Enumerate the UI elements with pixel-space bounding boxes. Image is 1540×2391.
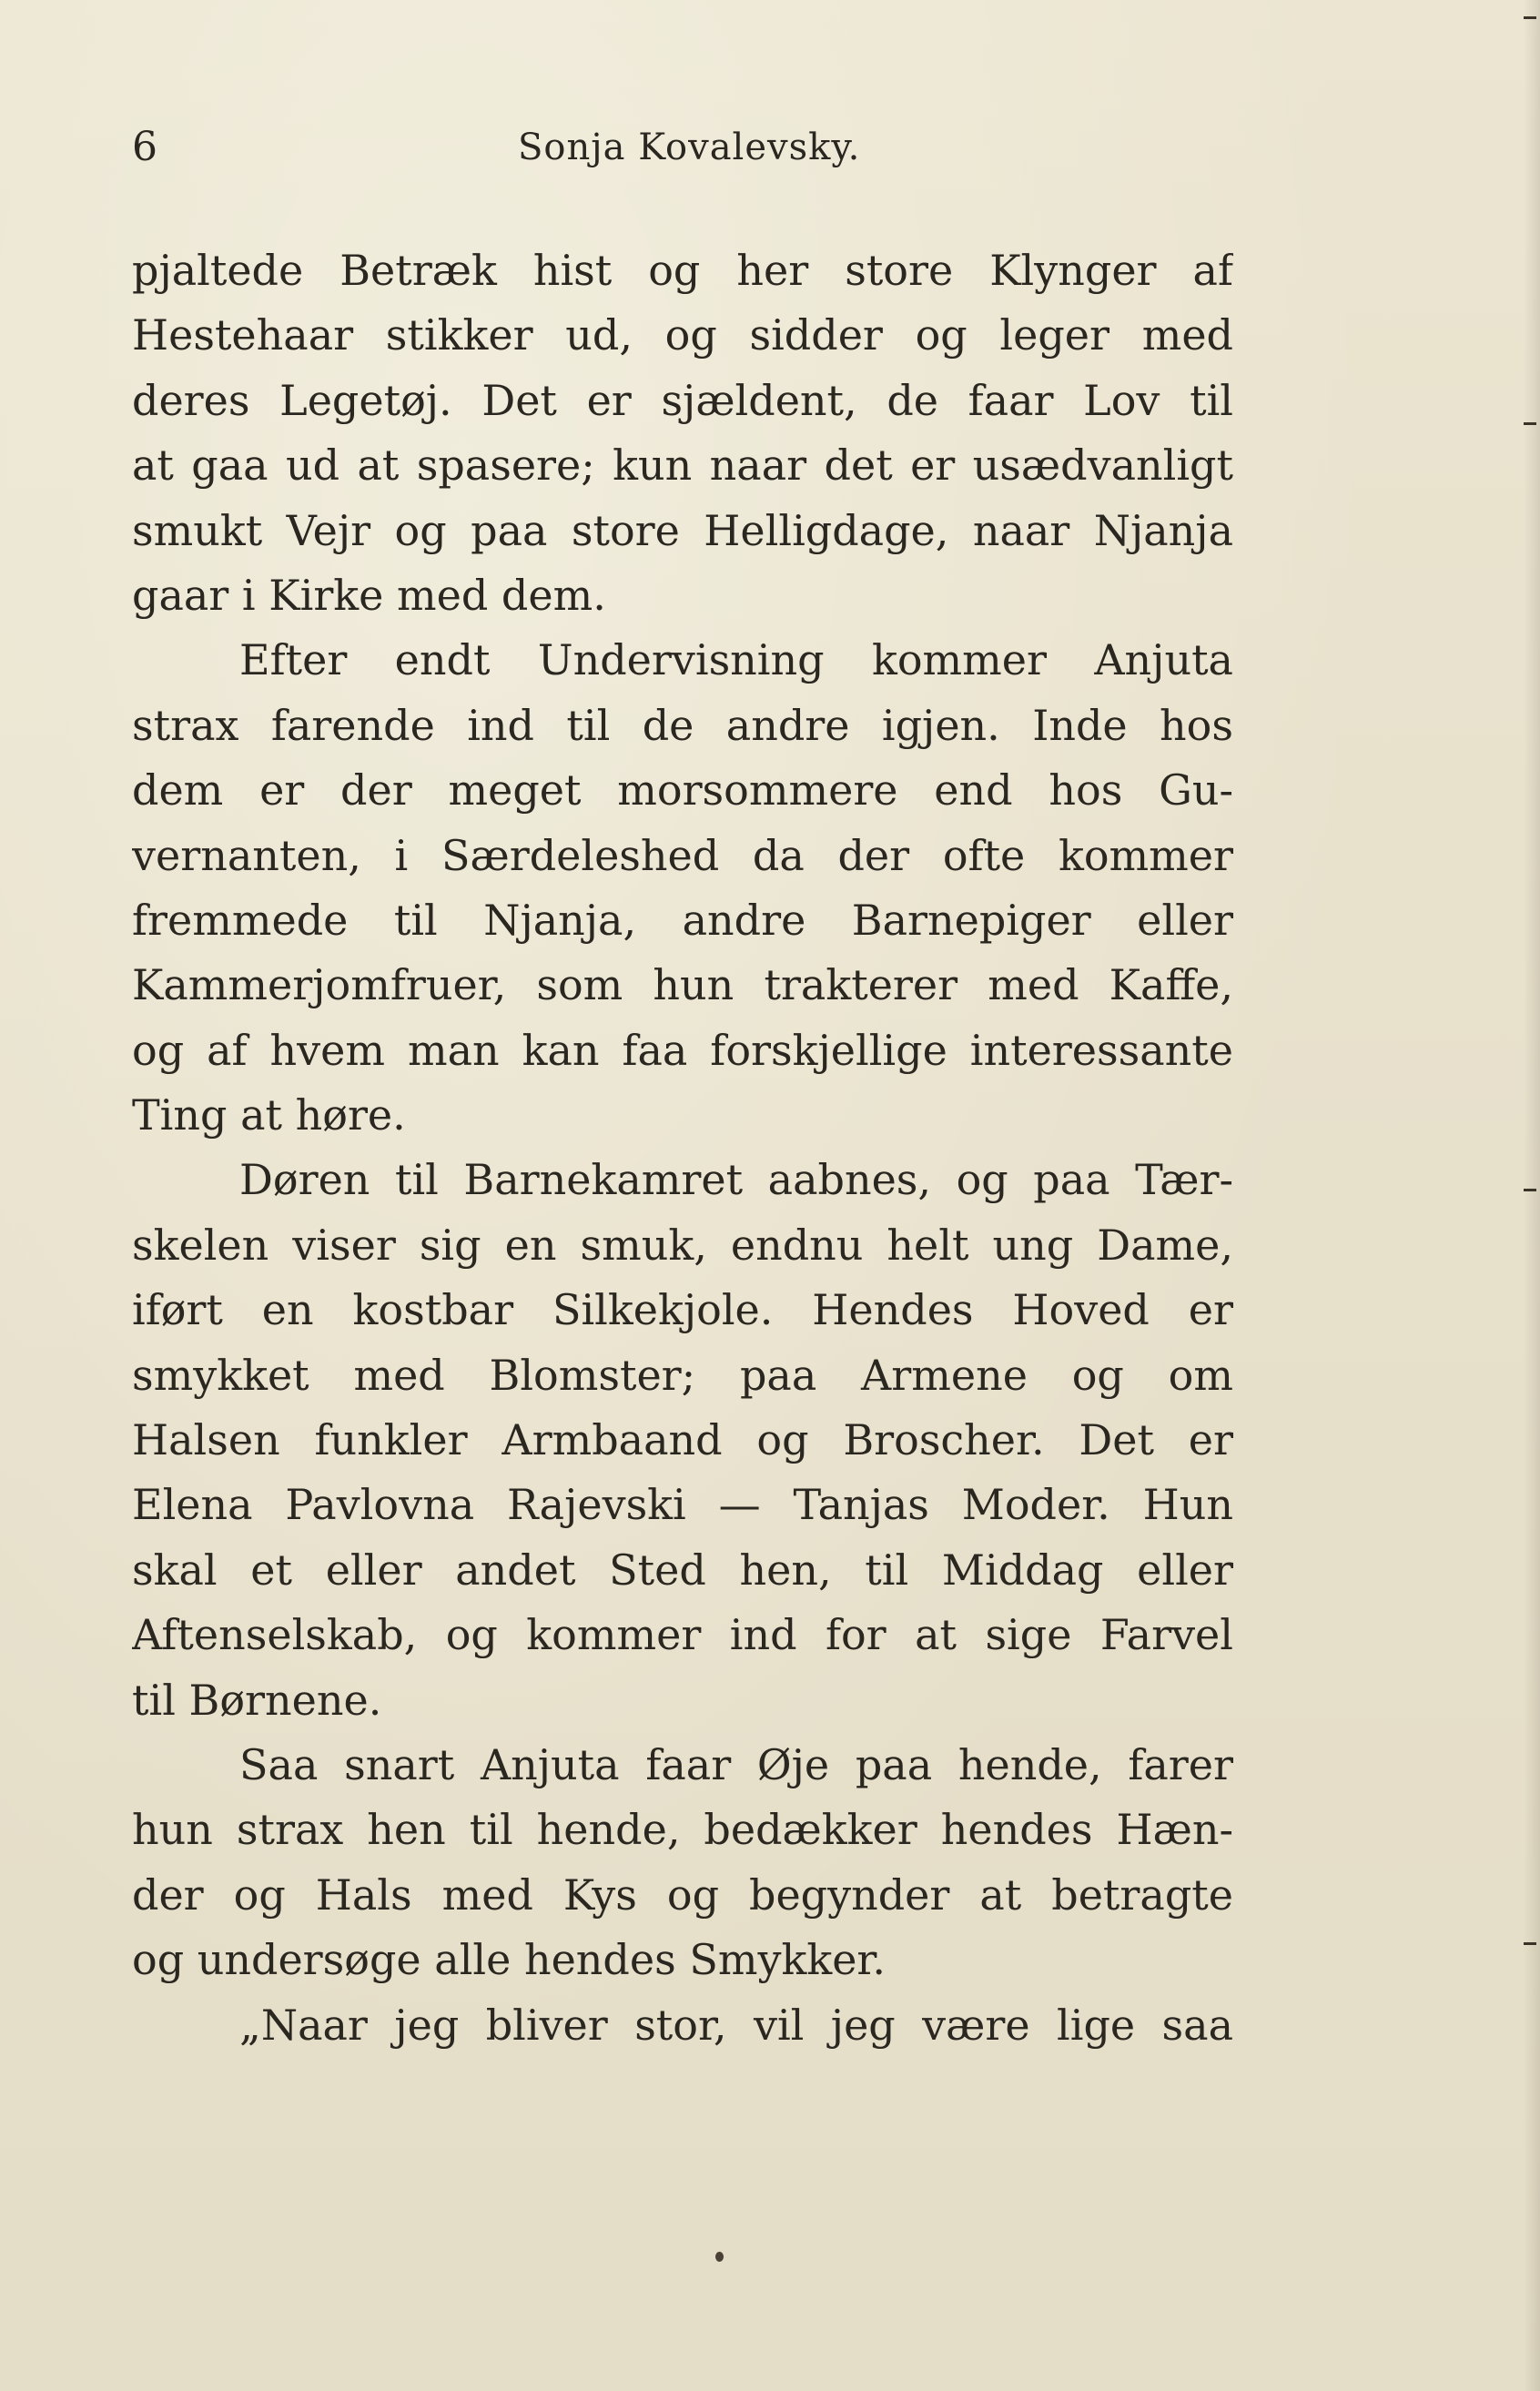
text-line: skelen viser sig en smuk, endnu helt ung Dame, [132, 1220, 1233, 1270]
text-line: skal et eller andet Sted hen, til Middag eller [132, 1545, 1233, 1595]
text-line: smukt Vejr og paa store Helligdage, naar Njanja [132, 505, 1233, 555]
page-number: 6 [132, 124, 157, 170]
text-line: deres Legetøj. Det er sjældent, de faar Lov til [132, 375, 1233, 425]
text-line: og undersøge alle hendes Smykker. [132, 1935, 886, 1985]
text-line: smykket med Blomster; paa Armene og om [132, 1350, 1233, 1400]
body-text [132, 238, 1233, 2058]
running-head: Sonja Kovalevsky. [518, 127, 861, 168]
text-line: strax farende ind til de andre igjen. Inde hos [132, 700, 1233, 750]
text-line: pjaltede Betræk hist og her store Klynger af [132, 246, 1233, 295]
text-line: at gaa ud at spasere; kun naar det er usædvanligt [132, 441, 1233, 491]
text-line: vernanten, i Særdeleshed da der ofte kommer [132, 830, 1233, 880]
text-line: Ting at høre. [132, 1090, 406, 1140]
text-line: Aftenselskab, og kommer ind for at sige Farvel [132, 1610, 1233, 1660]
text-line: hun strax hen til hende, bedækker hendes Hæn- [132, 1805, 1233, 1855]
text-line: „Naar jeg bliver stor, vil jeg være lige saa [239, 2000, 1233, 2050]
page-edge-shadow [1524, 0, 1540, 2391]
text-line: Hestehaar stikker ud, og sidder og leger med [132, 310, 1233, 360]
text-line: til Børnene. [132, 1675, 382, 1725]
text-line: dem er der meget morsommere end hos Gu- [132, 765, 1233, 816]
edge-mark [1524, 422, 1536, 425]
text-line: gaar i Kirke med dem. [132, 570, 606, 620]
text-line: Kammerjomfruer, som hun trakterer med Kaffe, [132, 960, 1233, 1010]
text-line: Døren til Barnekamret aabnes, og paa Tær- [239, 1155, 1233, 1205]
text-line: Elena Pavlovna Rajevski — Tanjas Moder. Hun [132, 1480, 1233, 1530]
text-line: og af hvem man kan faa forskjellige interessante [132, 1025, 1233, 1075]
text-line: Efter endt Undervisning kommer Anjuta [239, 635, 1233, 685]
text-line: Halsen funkler Armbaand og Broscher. Det er [132, 1415, 1233, 1465]
edge-mark [1524, 1942, 1536, 1945]
ink-speck [715, 2252, 724, 2262]
edge-mark [1524, 16, 1536, 19]
text-line: Saa snart Anjuta faar Øje paa hende, farer [239, 1739, 1233, 1789]
edge-mark [1524, 1189, 1536, 1191]
text-line: fremmede til Njanja, andre Barnepiger eller [132, 895, 1233, 945]
text-line: iført en kostbar Silkekjole. Hendes Hoved er [132, 1285, 1233, 1335]
page-header [132, 120, 1233, 175]
text-line: der og Hals med Kys og begynder at betragte [132, 1869, 1233, 1920]
